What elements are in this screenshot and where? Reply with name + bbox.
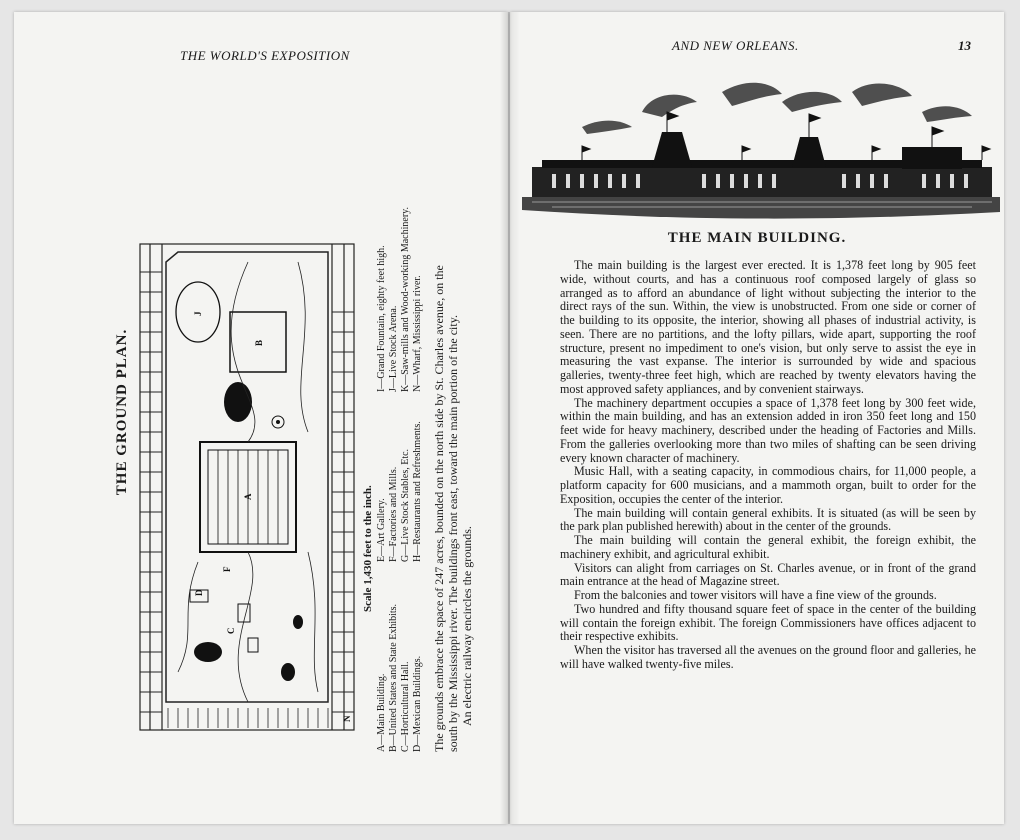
map-label-d: D <box>194 589 204 596</box>
ground-plan-map <box>138 242 356 732</box>
legend-item: B—United States and State Exhibits. <box>388 603 399 752</box>
right-running-head: AND NEW ORLEANS. <box>672 38 799 53</box>
plan-description-line: south by the Mississippi river. The buildings front east, toward the main portion of the city. <box>446 315 460 752</box>
ground-plan-block <box>114 92 494 752</box>
legend-item: E—Art Gallery. <box>376 498 387 562</box>
river-hatch <box>168 708 328 728</box>
right-page <box>510 12 1004 824</box>
legend-item: K—Saw-mills and Wood-working Machinery. <box>400 207 411 392</box>
paragraph: The main building is the largest ever erected. It is 1,378 feet long by 905 feet wide, without courts, and has a continuous roof composed largely of glass so arranged as to afford an abundance of light without subjecting the interior to the direct rays of the sun. Within, the view is unobstructed. From one side or corner of the building to its opposite, the interior, showing all phases of industrial activity, is seen. There are no partitions, and the lofty pillars, wide apart, supporting the roof structure, present no impediment to one's vision, but only serve to assist the eye in measuring the vast expanse. The interior is surrounded by wide and spacious galleries, twenty-three feet high, which are reached by twenty elevators having the most approved safety appliances, and by convenient stairways. <box>560 258 976 396</box>
map-label-b: B <box>254 339 264 346</box>
plan-description-line: An electric railway encircles the grounds. <box>460 526 474 726</box>
paragraph: From the balconies and tower visitors will have a fine view of the grounds. <box>574 588 937 602</box>
paragraph: The main building will contain general exhibits. It is situated (as will be seen by the park plan published herewith) about in the center of the grounds. <box>560 505 976 534</box>
legend-item: C—Horticultural Hall. <box>400 661 411 752</box>
legend-column-2 <box>376 362 424 562</box>
ground-plan-title: THE GROUND PLAN. <box>114 328 130 496</box>
paragraph: When the visitor has traversed all the avenues on the ground floor and galleries, he will have walked twenty-five miles. <box>560 643 976 671</box>
map-label-c: C <box>226 627 236 634</box>
grid-ticks <box>140 272 354 712</box>
legend-item: G—Live Stock Stables, Etc. <box>400 448 411 562</box>
paragraph: Two hundred and fifty thousand square feet of space in the center of the building will contain the foreign exhibit. The foreign Commissioners have offices adjacent to their respective exhibits. <box>560 601 976 644</box>
legend-item: H—Restaurants and Refreshments. <box>412 421 423 562</box>
plan-description-line: The grounds embrace the space of 247 acres, bounded on the north side by St. Charles avenue, on the <box>432 265 446 752</box>
left-page <box>14 12 508 824</box>
scale-note: Scale 1,430 feet to the inch. <box>362 485 374 612</box>
legend-item: F—Factories and Mills. <box>388 466 399 562</box>
paragraph: The machinery department occupies a space of 1,378 feet long by 300 feet wide, within the main building, and has an extension added in iron 350 feet long and 150 feet wide for heavy machinery, described under the heading of Factories and Mills. From the galleries overlooking more than two miles of shafting can be seen driving every known character of machinery. <box>560 395 976 465</box>
section-title: THE MAIN BUILDING. <box>667 230 847 246</box>
map-label-n: N <box>342 715 352 722</box>
city-grid-bottom <box>332 244 344 730</box>
map-label-j: J <box>193 311 203 316</box>
legend-item: A—Main Building. <box>376 673 387 752</box>
body-text <box>560 259 976 672</box>
page-number: 13 <box>958 38 971 53</box>
legend-item: D—Mexican Buildings. <box>412 655 423 752</box>
paragraph: Visitors can alight from carriages on St. Charles avenue, or in front of the grand main entrance at the head of Magazine street. <box>560 560 976 589</box>
paragraph: Music Hall, with a seating capacity, in commodious chairs, for 11,000 people, a platform capacity for 600 musicians, and a mammoth organ, built to order for the Exposition, occupies the center of the interior. <box>560 464 976 506</box>
legend-item: J—Live Stock Arena. <box>388 305 399 392</box>
main-building-illustration <box>522 72 1000 222</box>
map-label-f: F <box>222 566 232 572</box>
legend-item: I—Grand Fountain, eighty feet high. <box>376 245 387 392</box>
city-grid-top <box>150 244 162 730</box>
legend-column-3 <box>376 192 424 392</box>
legend-column-1 <box>376 552 424 752</box>
left-running-head: THE WORLD'S EXPOSITION <box>180 48 350 63</box>
legend-item: N—Wharf, Mississippi river. <box>412 275 423 392</box>
map-label-a: A <box>243 493 253 500</box>
paragraph: The main building will contain the general exhibit, the foreign exhibit, the machinery exhibit, and agricultural exhibit. <box>560 533 976 561</box>
plan-description <box>432 92 474 752</box>
smoke-clouds <box>582 83 972 134</box>
